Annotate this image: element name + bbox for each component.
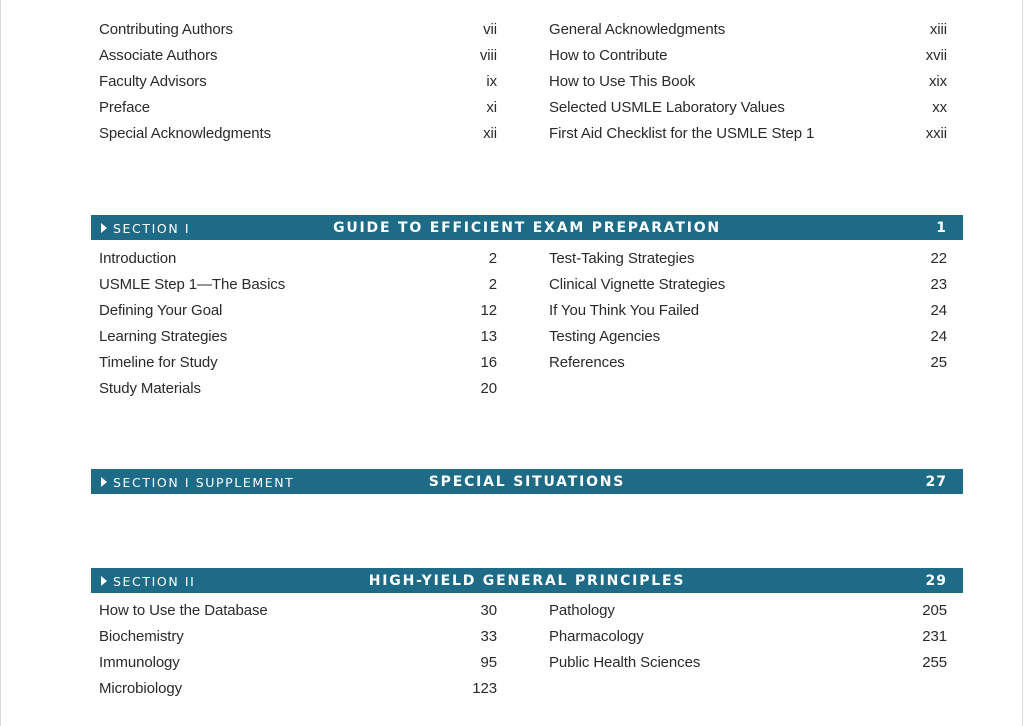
toc-entry-title: Test-Taking Strategies: [549, 250, 695, 267]
toc-entry-title: References: [549, 354, 625, 371]
toc-entry[interactable]: [99, 328, 497, 354]
toc-entry[interactable]: [549, 125, 947, 151]
front-matter-left-column: [99, 21, 497, 151]
toc-entry-page: 20: [480, 380, 497, 397]
section-title: GUIDE TO EFFICIENT EXAM PREPARATION: [333, 220, 721, 236]
toc-entry-page: 33: [480, 628, 497, 645]
page-right-edge: [1022, 0, 1023, 726]
toc-entry[interactable]: [99, 654, 497, 680]
toc-entry[interactable]: [549, 602, 947, 628]
toc-entry-title: Special Acknowledgments: [99, 125, 271, 142]
toc-entry-title: Learning Strategies: [99, 328, 228, 345]
toc-entry-page: 30: [480, 602, 497, 619]
toc-entry-page: 2: [488, 250, 497, 267]
toc-entry-page: 13: [480, 328, 497, 345]
toc-entry-title: USMLE Step 1—The Basics: [99, 276, 286, 293]
toc-entry-page: 23: [930, 276, 947, 293]
toc-entry[interactable]: [549, 628, 947, 654]
toc-entry-title: First Aid Checklist for the USMLE Step 1: [549, 125, 815, 142]
toc-entry-page: xx: [932, 99, 947, 116]
toc-entry[interactable]: [549, 276, 947, 302]
toc-entry-title: Biochemistry: [99, 628, 184, 645]
toc-entry[interactable]: [99, 380, 497, 406]
toc-entry-title: Public Health Sciences: [549, 654, 701, 671]
toc-entry-page: xi: [486, 99, 497, 116]
section-page: 1: [936, 220, 947, 236]
toc-entry-title: If You Think You Failed: [549, 302, 700, 319]
page-left-edge: [0, 0, 1, 726]
section-page: 27: [925, 474, 947, 490]
section-label: SECTION I: [113, 221, 191, 236]
section-1-left-column: [99, 250, 497, 406]
toc-entry-page: 205: [922, 602, 947, 619]
toc-entry-page: xii: [483, 125, 497, 142]
section-page: 29: [925, 573, 947, 589]
toc-entry-page: 231: [922, 628, 947, 645]
toc-entry-title: Preface: [99, 99, 150, 116]
toc-entry[interactable]: [549, 354, 947, 380]
toc-entry-title: Introduction: [99, 250, 177, 267]
toc-entry-title: How to Use the Database: [99, 602, 268, 619]
toc-entry-title: How to Contribute: [549, 47, 668, 64]
toc-entry-title: Microbiology: [99, 680, 182, 697]
section-1-right-column: [549, 250, 947, 380]
toc-entry[interactable]: [549, 21, 947, 47]
toc-entry[interactable]: [549, 73, 947, 99]
toc-entry-title: Associate Authors: [99, 47, 218, 64]
toc-entry[interactable]: [549, 328, 947, 354]
toc-entry-page: 16: [480, 354, 497, 371]
toc-entry-page: 2: [488, 276, 497, 293]
toc-entry-page: xvii: [925, 47, 947, 64]
toc-entry-page: xix: [928, 73, 947, 90]
toc-entry-page: ix: [486, 73, 497, 90]
toc-entry-page: viii: [479, 47, 497, 64]
toc-entry-title: General Acknowledgments: [549, 21, 726, 38]
toc-entry-title: Selected USMLE Laboratory Values: [549, 99, 785, 116]
toc-entry-page: 95: [480, 654, 497, 671]
section-label: SECTION II: [113, 574, 196, 589]
toc-entry[interactable]: [99, 73, 497, 99]
toc-entry[interactable]: [549, 302, 947, 328]
toc-entry[interactable]: [549, 99, 947, 125]
toc-entry[interactable]: [99, 354, 497, 380]
toc-entry[interactable]: [99, 99, 497, 125]
section-header-section-1[interactable]: [91, 215, 963, 240]
toc-entry[interactable]: [99, 250, 497, 276]
section-label: SECTION I SUPPLEMENT: [113, 475, 295, 490]
toc-entry-title: How to Use This Book: [549, 73, 696, 90]
toc-entry[interactable]: [99, 21, 497, 47]
toc-entry-page: 24: [930, 328, 947, 345]
toc-entry[interactable]: [99, 125, 497, 151]
toc-entry-title: Study Materials: [99, 380, 201, 397]
toc-entry-page: vii: [483, 21, 497, 38]
toc-entry[interactable]: [549, 250, 947, 276]
toc-entry-page: xxii: [925, 125, 947, 142]
toc-entry-title: Immunology: [99, 654, 180, 671]
toc-entry-page: 12: [480, 302, 497, 319]
toc-entry[interactable]: [549, 654, 947, 680]
toc-entry-page: 22: [930, 250, 947, 267]
toc-entry-page: xiii: [929, 21, 947, 38]
toc-entry[interactable]: [99, 628, 497, 654]
toc-entry-page: 255: [922, 654, 947, 671]
toc-entry-title: Clinical Vignette Strategies: [549, 276, 726, 293]
toc-entry[interactable]: [99, 47, 497, 73]
toc-entry[interactable]: [549, 47, 947, 73]
section-2-left-column: [99, 602, 497, 706]
toc-entry[interactable]: [99, 302, 497, 328]
section-2-right-column: [549, 602, 947, 680]
toc-entry-title: Defining Your Goal: [99, 302, 223, 319]
section-header-section-2[interactable]: [91, 568, 963, 593]
toc-entry[interactable]: [99, 602, 497, 628]
section-title: HIGH-YIELD GENERAL PRINCIPLES: [368, 573, 686, 589]
toc-entry-title: Testing Agencies: [549, 328, 660, 345]
toc-entry-title: Timeline for Study: [99, 354, 218, 371]
toc-entry-page: 24: [930, 302, 947, 319]
toc-entry-title: Faculty Advisors: [99, 73, 207, 90]
toc-entry-page: 123: [472, 680, 497, 697]
front-matter-right-column: [549, 21, 947, 151]
toc-entry-title: Pathology: [549, 602, 615, 619]
toc-entry-title: Pharmacology: [549, 628, 644, 645]
toc-entry[interactable]: [99, 276, 497, 302]
toc-entry[interactable]: [99, 680, 497, 706]
section-title: SPECIAL SITUATIONS: [428, 474, 626, 490]
toc-entry-page: 25: [930, 354, 947, 371]
section-header-section-1-supplement[interactable]: [91, 469, 963, 494]
toc-entry-title: Contributing Authors: [99, 21, 233, 38]
